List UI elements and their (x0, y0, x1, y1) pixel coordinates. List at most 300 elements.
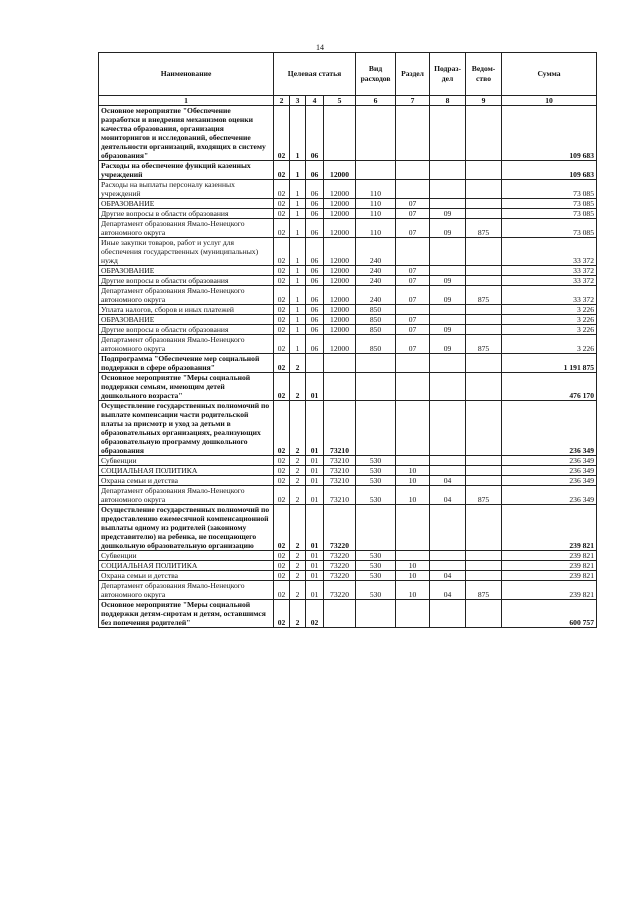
target-code-activity: 06 (306, 315, 324, 325)
expense-type-cell: 530 (356, 551, 396, 561)
table-row (99, 551, 597, 561)
section-cell: 07 (396, 325, 430, 335)
department-cell: 875 (466, 486, 502, 505)
column-number: 7 (396, 96, 430, 106)
subsection-cell (430, 305, 466, 315)
target-code-direction: 73210 (324, 401, 356, 456)
section-cell: 07 (396, 209, 430, 219)
department-cell (466, 238, 502, 266)
subsection-cell (430, 401, 466, 456)
target-code-program: 02 (274, 238, 290, 266)
row-name: Основное мероприятие "Меры социальной поддержки семьям, имеющим детей дошкольного возраста" (99, 373, 274, 401)
table-row (99, 238, 597, 266)
target-code-direction: 73220 (324, 505, 356, 551)
section-cell (396, 505, 430, 551)
target-code-direction: 12000 (324, 180, 356, 199)
target-code-direction (324, 373, 356, 401)
expense-type-cell (356, 106, 396, 161)
section-cell: 07 (396, 266, 430, 276)
subsection-cell (430, 161, 466, 180)
subsection-cell: 09 (430, 335, 466, 354)
table-row (99, 476, 597, 486)
target-code-activity: 06 (306, 209, 324, 219)
target-code-subprogram: 1 (290, 335, 306, 354)
department-cell (466, 209, 502, 219)
expense-type-cell: 850 (356, 305, 396, 315)
header-dept: Ведом-ство (466, 53, 502, 96)
header-section: Раздел (396, 53, 430, 96)
target-code-subprogram: 1 (290, 286, 306, 305)
expense-type-cell (356, 505, 396, 551)
expense-type-cell: 530 (356, 571, 396, 581)
target-code-subprogram: 1 (290, 325, 306, 335)
column-number: 8 (430, 96, 466, 106)
subsection-cell (430, 238, 466, 266)
target-code-subprogram: 1 (290, 106, 306, 161)
sum-cell: 239 821 (502, 581, 597, 600)
target-code-direction: 12000 (324, 199, 356, 209)
section-cell (396, 238, 430, 266)
department-cell (466, 561, 502, 571)
header-exp-type: Вид расходов (356, 53, 396, 96)
section-cell: 10 (396, 571, 430, 581)
table-row (99, 325, 597, 335)
subsection-cell: 04 (430, 571, 466, 581)
target-code-direction: 12000 (324, 219, 356, 238)
target-code-activity: 06 (306, 199, 324, 209)
target-code-activity: 06 (306, 106, 324, 161)
table-row (99, 505, 597, 551)
row-name: Другие вопросы в области образования (99, 209, 274, 219)
table-row (99, 219, 597, 238)
department-cell (466, 315, 502, 325)
expense-type-cell: 240 (356, 266, 396, 276)
department-cell (466, 505, 502, 551)
department-cell (466, 305, 502, 315)
target-code-activity: 06 (306, 335, 324, 354)
expense-type-cell: 850 (356, 335, 396, 354)
department-cell (466, 571, 502, 581)
expense-type-cell: 530 (356, 581, 396, 600)
section-cell: 10 (396, 561, 430, 571)
department-cell (466, 551, 502, 561)
target-code-direction: 73220 (324, 551, 356, 561)
table-row (99, 199, 597, 209)
expense-type-cell: 530 (356, 456, 396, 466)
target-code-subprogram: 2 (290, 401, 306, 456)
target-code-direction: 73220 (324, 571, 356, 581)
target-code-activity: 06 (306, 325, 324, 335)
target-code-activity: 06 (306, 238, 324, 266)
target-code-direction (324, 600, 356, 628)
subsection-cell (430, 456, 466, 466)
column-number: 4 (306, 96, 324, 106)
expense-type-cell: 850 (356, 315, 396, 325)
sum-cell: 73 085 (502, 180, 597, 199)
target-code-program: 02 (274, 551, 290, 561)
section-cell (396, 373, 430, 401)
sum-cell: 239 821 (502, 551, 597, 561)
target-code-subprogram: 2 (290, 476, 306, 486)
target-code-direction: 12000 (324, 209, 356, 219)
section-cell: 07 (396, 199, 430, 209)
target-code-subprogram: 1 (290, 238, 306, 266)
target-code-activity (306, 354, 324, 373)
target-code-program: 02 (274, 401, 290, 456)
row-name: Департамент образования Ямало-Ненецкого автономного округа (99, 581, 274, 600)
target-code-direction: 73210 (324, 466, 356, 476)
expense-type-cell: 110 (356, 199, 396, 209)
section-cell: 07 (396, 286, 430, 305)
target-code-activity: 06 (306, 180, 324, 199)
department-cell (466, 354, 502, 373)
target-code-activity: 01 (306, 476, 324, 486)
header-sum: Сумма (502, 53, 597, 96)
target-code-direction: 73210 (324, 476, 356, 486)
section-cell (396, 106, 430, 161)
expense-type-cell: 530 (356, 561, 396, 571)
target-code-program: 02 (274, 199, 290, 209)
department-cell (466, 161, 502, 180)
target-code-direction: 12000 (324, 315, 356, 325)
target-code-program: 02 (274, 486, 290, 505)
header-subsection: Подраз-дел (430, 53, 466, 96)
row-name: Расходы на выплаты персоналу казенных учреждений (99, 180, 274, 199)
sum-cell: 73 085 (502, 209, 597, 219)
target-code-subprogram: 2 (290, 505, 306, 551)
department-cell: 875 (466, 581, 502, 600)
department-cell: 875 (466, 335, 502, 354)
department-cell (466, 456, 502, 466)
table-row (99, 335, 597, 354)
expense-type-cell (356, 401, 396, 456)
target-code-program: 02 (274, 505, 290, 551)
expense-type-cell: 850 (356, 325, 396, 335)
sum-cell: 33 372 (502, 266, 597, 276)
target-code-program: 02 (274, 276, 290, 286)
target-code-direction: 12000 (324, 161, 356, 180)
target-code-subprogram: 2 (290, 571, 306, 581)
table-row (99, 315, 597, 325)
row-name: ОБРАЗОВАНИЕ (99, 199, 274, 209)
sum-cell: 476 170 (502, 373, 597, 401)
subsection-cell: 09 (430, 286, 466, 305)
department-cell (466, 325, 502, 335)
target-code-direction: 73220 (324, 581, 356, 600)
sum-cell: 109 683 (502, 161, 597, 180)
target-code-subprogram: 2 (290, 354, 306, 373)
table-row (99, 180, 597, 199)
subsection-cell (430, 505, 466, 551)
expense-type-cell (356, 373, 396, 401)
subsection-cell: 09 (430, 209, 466, 219)
target-code-subprogram: 2 (290, 373, 306, 401)
sum-cell: 239 821 (502, 571, 597, 581)
target-code-subprogram: 1 (290, 266, 306, 276)
section-cell (396, 600, 430, 628)
subsection-cell (430, 561, 466, 571)
target-code-subprogram: 1 (290, 161, 306, 180)
department-cell (466, 106, 502, 161)
expense-type-cell: 530 (356, 486, 396, 505)
target-code-subprogram: 2 (290, 600, 306, 628)
row-name: Департамент образования Ямало-Ненецкого автономного округа (99, 219, 274, 238)
target-code-activity: 06 (306, 219, 324, 238)
table-row (99, 401, 597, 456)
table-row (99, 266, 597, 276)
row-name: Субвенции (99, 551, 274, 561)
target-code-direction (324, 106, 356, 161)
section-cell: 10 (396, 486, 430, 505)
budget-table (98, 52, 597, 628)
header-name: Наименование (99, 53, 274, 96)
target-code-direction (324, 354, 356, 373)
sum-cell: 1 191 875 (502, 354, 597, 373)
row-name: СОЦИАЛЬНАЯ ПОЛИТИКА (99, 466, 274, 476)
target-code-subprogram: 2 (290, 581, 306, 600)
target-code-program: 02 (274, 315, 290, 325)
sum-cell: 236 349 (502, 476, 597, 486)
target-code-direction: 12000 (324, 335, 356, 354)
target-code-program: 02 (274, 219, 290, 238)
row-name: Основное мероприятие "Меры социальной поддержки детям-сиротам и детям, оставшимся без попечения родителей" (99, 600, 274, 628)
row-name: Основное мероприятие "Обеспечение разработки и внедрения механизмов оценки качества образования, организация мониторингов и исследований, обеспечение деятельности организаций, входящих в систему образования" (99, 106, 274, 161)
target-code-direction: 12000 (324, 286, 356, 305)
target-code-program: 02 (274, 373, 290, 401)
target-code-subprogram: 1 (290, 315, 306, 325)
sum-cell: 236 349 (502, 486, 597, 505)
subsection-cell: 04 (430, 476, 466, 486)
target-code-direction: 73220 (324, 561, 356, 571)
target-code-program: 02 (274, 600, 290, 628)
column-number: 2 (274, 96, 290, 106)
section-cell (396, 180, 430, 199)
department-cell (466, 466, 502, 476)
column-number: 1 (99, 96, 274, 106)
header-row (99, 53, 597, 96)
target-code-activity: 02 (306, 600, 324, 628)
target-code-activity: 01 (306, 401, 324, 456)
column-number: 9 (466, 96, 502, 106)
column-number: 3 (290, 96, 306, 106)
subsection-cell: 09 (430, 219, 466, 238)
row-name: ОБРАЗОВАНИЕ (99, 315, 274, 325)
row-name: Осуществление государственных полномочий по предоставлению ежемесячной компенсационной выплаты одному из родителей (законному представителю) на ребенка, не посещающего дошкольную образовательную организацию (99, 505, 274, 551)
target-code-program: 02 (274, 476, 290, 486)
target-code-program: 02 (274, 161, 290, 180)
row-name: Департамент образования Ямало-Ненецкого автономного округа (99, 335, 274, 354)
table-row (99, 600, 597, 628)
target-code-subprogram: 1 (290, 276, 306, 286)
table-row (99, 209, 597, 219)
sum-cell: 33 372 (502, 286, 597, 305)
subsection-cell (430, 266, 466, 276)
target-code-activity: 06 (306, 276, 324, 286)
expense-type-cell (356, 600, 396, 628)
department-cell (466, 199, 502, 209)
expense-type-cell: 530 (356, 476, 396, 486)
page-number: 14 (316, 43, 324, 52)
section-cell: 07 (396, 315, 430, 325)
sum-cell: 3 226 (502, 325, 597, 335)
table-row (99, 456, 597, 466)
target-code-activity: 01 (306, 581, 324, 600)
target-code-program: 02 (274, 561, 290, 571)
department-cell (466, 266, 502, 276)
sum-cell: 236 349 (502, 401, 597, 456)
subsection-cell (430, 551, 466, 561)
target-code-direction: 12000 (324, 325, 356, 335)
subsection-cell (430, 600, 466, 628)
target-code-program: 02 (274, 266, 290, 276)
section-cell (396, 401, 430, 456)
subsection-cell (430, 199, 466, 209)
department-cell (466, 476, 502, 486)
table-row (99, 466, 597, 476)
target-code-program: 02 (274, 354, 290, 373)
target-code-program: 02 (274, 180, 290, 199)
row-name: Другие вопросы в области образования (99, 276, 274, 286)
target-code-program: 02 (274, 335, 290, 354)
target-code-activity: 01 (306, 561, 324, 571)
row-name: Охрана семьи и детства (99, 476, 274, 486)
target-code-subprogram: 2 (290, 456, 306, 466)
subsection-cell (430, 315, 466, 325)
target-code-program: 02 (274, 571, 290, 581)
row-name: Уплата налогов, сборов и иных платежей (99, 305, 274, 315)
target-code-activity: 01 (306, 551, 324, 561)
target-code-activity: 01 (306, 486, 324, 505)
subsection-cell: 04 (430, 581, 466, 600)
target-code-subprogram: 1 (290, 219, 306, 238)
sum-cell: 236 349 (502, 466, 597, 476)
target-code-activity: 01 (306, 373, 324, 401)
sum-cell: 239 821 (502, 505, 597, 551)
table-row (99, 373, 597, 401)
target-code-program: 02 (274, 456, 290, 466)
row-name: Расходы на обеспечение функций казенных учреждений (99, 161, 274, 180)
table-row (99, 571, 597, 581)
sum-cell: 600 757 (502, 600, 597, 628)
sum-cell: 3 226 (502, 315, 597, 325)
expense-type-cell (356, 354, 396, 373)
department-cell: 875 (466, 219, 502, 238)
target-code-activity: 01 (306, 505, 324, 551)
table-row (99, 354, 597, 373)
target-code-direction: 73210 (324, 456, 356, 466)
section-cell (396, 354, 430, 373)
row-name: Другие вопросы в области образования (99, 325, 274, 335)
sum-cell: 3 226 (502, 335, 597, 354)
target-code-program: 02 (274, 581, 290, 600)
subsection-cell (430, 354, 466, 373)
target-code-program: 02 (274, 106, 290, 161)
department-cell (466, 276, 502, 286)
target-code-subprogram: 2 (290, 561, 306, 571)
sum-cell: 3 226 (502, 305, 597, 315)
expense-type-cell: 110 (356, 219, 396, 238)
section-cell (396, 161, 430, 180)
target-code-subprogram: 2 (290, 466, 306, 476)
department-cell (466, 373, 502, 401)
row-name: Департамент образования Ямало-Ненецкого автономного округа (99, 286, 274, 305)
row-name: СОЦИАЛЬНАЯ ПОЛИТИКА (99, 561, 274, 571)
expense-type-cell: 240 (356, 276, 396, 286)
target-code-program: 02 (274, 305, 290, 315)
section-cell: 10 (396, 466, 430, 476)
target-code-program: 02 (274, 286, 290, 305)
department-cell: 875 (466, 286, 502, 305)
target-code-activity: 06 (306, 286, 324, 305)
target-code-direction: 12000 (324, 276, 356, 286)
target-code-activity: 01 (306, 571, 324, 581)
section-cell (396, 456, 430, 466)
subsection-cell (430, 180, 466, 199)
expense-type-cell: 110 (356, 180, 396, 199)
subsection-cell (430, 106, 466, 161)
target-code-program: 02 (274, 325, 290, 335)
target-code-subprogram: 1 (290, 305, 306, 315)
target-code-direction: 12000 (324, 238, 356, 266)
row-name: Охрана семьи и детства (99, 571, 274, 581)
expense-type-cell: 240 (356, 286, 396, 305)
subsection-cell: 09 (430, 276, 466, 286)
section-cell: 10 (396, 581, 430, 600)
section-cell: 07 (396, 219, 430, 238)
column-number-row (99, 96, 597, 106)
table-row (99, 305, 597, 315)
target-code-activity: 06 (306, 266, 324, 276)
expense-type-cell (356, 161, 396, 180)
target-code-subprogram: 1 (290, 199, 306, 209)
row-name: Иные закупки товаров, работ и услуг для обеспечения государственных (муниципальных) нужд (99, 238, 274, 266)
table-row (99, 286, 597, 305)
row-name: Подпрограмма "Обеспечение мер социальной поддержки в сфере образования" (99, 354, 274, 373)
section-cell (396, 305, 430, 315)
column-number: 5 (324, 96, 356, 106)
target-code-direction: 12000 (324, 305, 356, 315)
sum-cell: 239 821 (502, 561, 597, 571)
header-target: Целевая статья (274, 53, 356, 96)
subsection-cell: 04 (430, 486, 466, 505)
table-row (99, 161, 597, 180)
department-cell (466, 600, 502, 628)
target-code-activity: 01 (306, 466, 324, 476)
sum-cell: 73 085 (502, 199, 597, 209)
table-row (99, 581, 597, 600)
target-code-program: 02 (274, 209, 290, 219)
row-name: Осуществление государственных полномочий по выплате компенсации части родительской платы за присмотр и уход за детьми в образовательных организациях, реализующих образовательную программу дошкольного образования (99, 401, 274, 456)
expense-type-cell: 240 (356, 238, 396, 266)
expense-type-cell: 530 (356, 466, 396, 476)
target-code-subprogram: 2 (290, 486, 306, 505)
row-name: ОБРАЗОВАНИЕ (99, 266, 274, 276)
expense-type-cell: 110 (356, 209, 396, 219)
table-row (99, 106, 597, 161)
column-number: 6 (356, 96, 396, 106)
target-code-subprogram: 1 (290, 180, 306, 199)
row-name: Департамент образования Ямало-Ненецкого автономного округа (99, 486, 274, 505)
table-row (99, 561, 597, 571)
table-row (99, 486, 597, 505)
subsection-cell (430, 466, 466, 476)
column-number: 10 (502, 96, 597, 106)
section-cell: 07 (396, 276, 430, 286)
row-name: Субвенции (99, 456, 274, 466)
target-code-direction: 12000 (324, 266, 356, 276)
table-row (99, 276, 597, 286)
target-code-activity: 06 (306, 161, 324, 180)
